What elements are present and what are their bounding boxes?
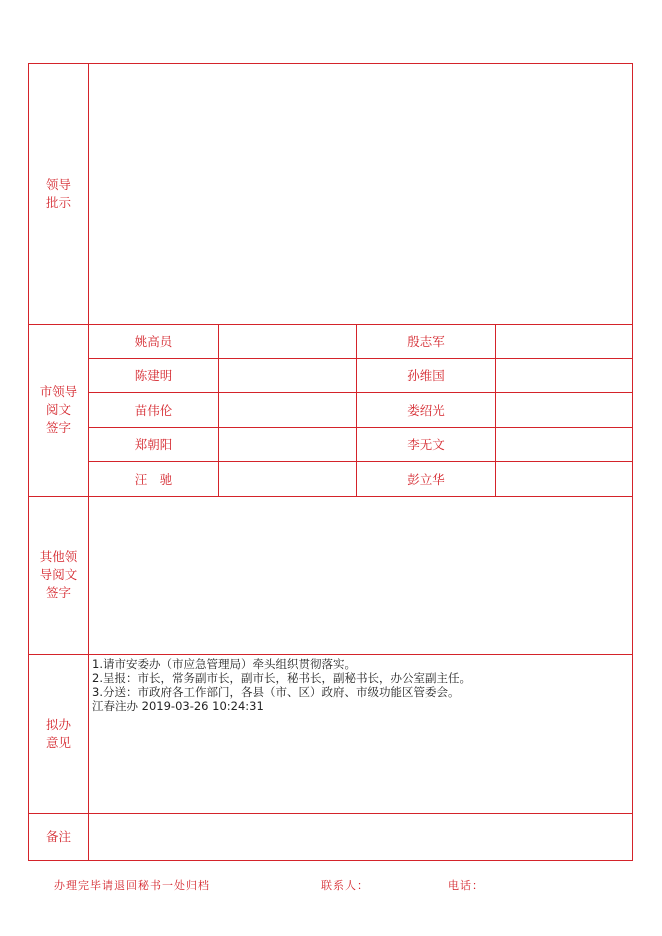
divider-name-col-3 [495, 324, 496, 496]
leader-name-right-5: 彭立华 [407, 471, 445, 487]
approval-form [28, 63, 633, 861]
label-city-leaders-sign: 市领导 阅文 签字 [39, 384, 78, 435]
leader-name-left-4: 郑朝阳 [134, 437, 173, 452]
divider-city-leaders [29, 496, 632, 497]
opinion-line-3: 3.分送：市政府各工作部门，各县（市、区）政府、市级功能区管委会。 [92, 685, 460, 699]
opinion-line-4: 江春注办 2019-03-26 10:24:31 [92, 699, 264, 713]
leader-name-right-4: 李无文 [407, 437, 445, 452]
leader-name-left-5: 汪 驰 [134, 471, 173, 487]
label-proposed-opinion: 拟办 意见 [45, 716, 71, 750]
divider-opinion [29, 813, 632, 814]
leader-name-left-1: 姚高员 [134, 334, 173, 349]
opinion-text [92, 657, 471, 713]
footer-phone-label: 电话： [448, 879, 484, 892]
divider-other-leaders [29, 654, 632, 655]
label-leader-instructions: 领导 批示 [45, 177, 71, 210]
label-remarks: 备注 [45, 828, 71, 844]
label-other-leaders-sign: 其他领 导阅文 签字 [39, 549, 78, 600]
leader-name-left-2: 陈建明 [134, 368, 173, 383]
opinion-line-1: 1.请市安委办（市应急管理局）牵头组织贯彻落实。 [92, 657, 356, 671]
footer-return-note: 办理完毕请退回秘书一处归档 [54, 879, 210, 892]
leader-name-right-1: 殷志军 [407, 334, 445, 349]
leader-name-left-3: 苗伟伦 [134, 402, 173, 418]
leader-name-right-3: 娄绍光 [407, 402, 445, 418]
opinion-line-2: 2.呈报：市长，常务副市长，副市长，秘书长，副秘书长，办公室副主任。 [92, 671, 471, 685]
leader-name-right-2: 孙维国 [407, 368, 445, 383]
footer-contact-label: 联系人： [321, 879, 369, 892]
divider-name-col-1 [218, 324, 219, 496]
